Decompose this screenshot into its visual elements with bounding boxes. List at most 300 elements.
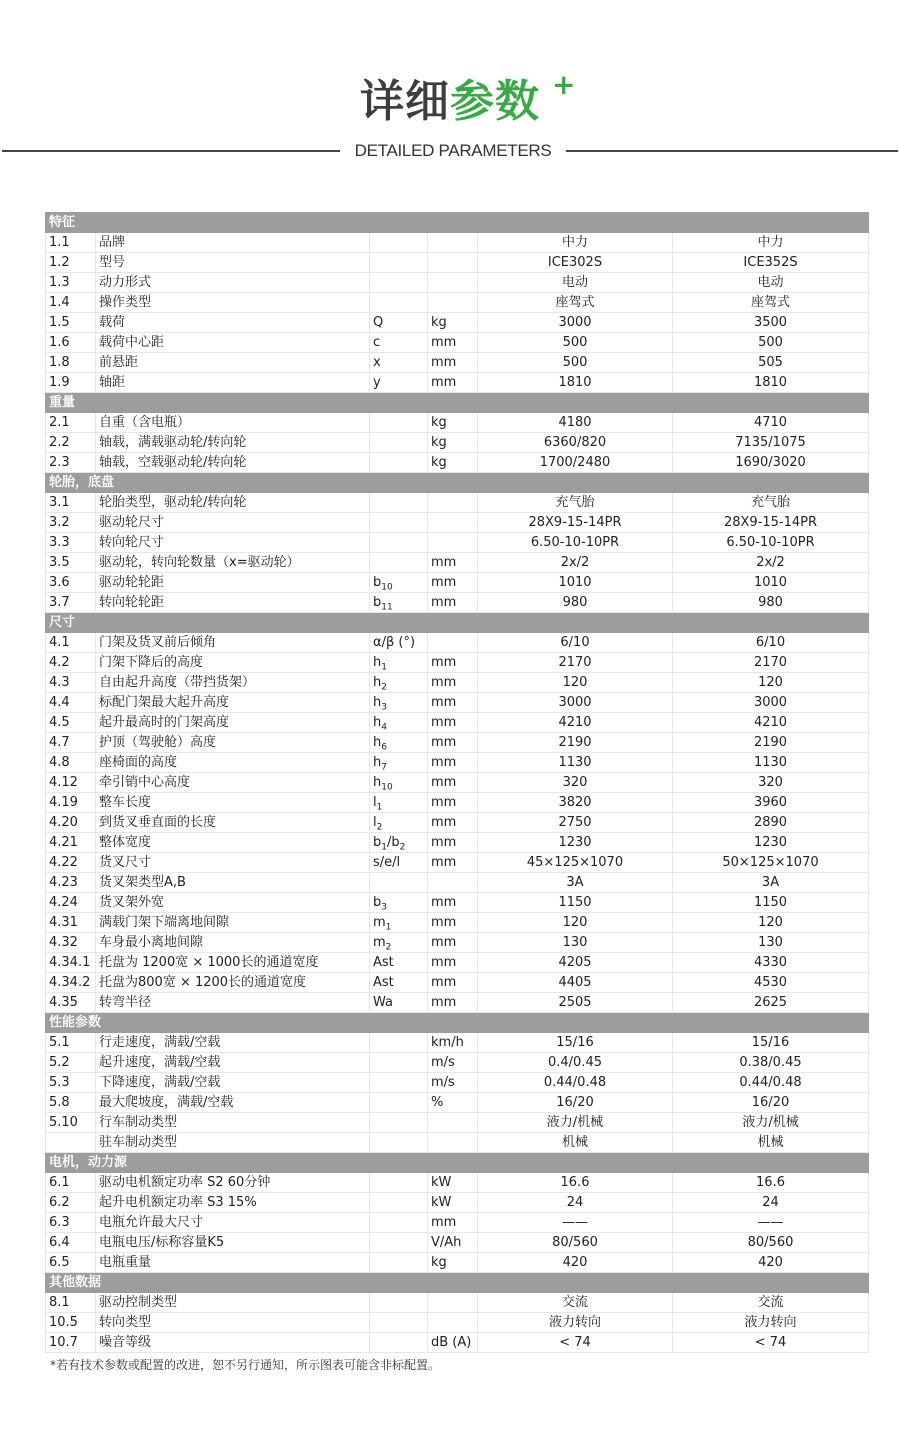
row-unit: mm [428, 753, 478, 773]
row-value-ice302s: 4205 [478, 953, 673, 973]
table-row [46, 553, 869, 573]
row-value-ice302s: 500 [478, 353, 673, 373]
row-label: 到货叉垂直面的长度 [96, 813, 370, 833]
row-label: 转弯半径 [96, 993, 370, 1013]
row-label: 品牌 [96, 233, 370, 253]
row-value-ice352s: 机械 [673, 1133, 869, 1153]
row-value-ice352s: 2x/2 [673, 553, 869, 573]
row-value-ice302s: 4180 [478, 413, 673, 433]
section-title: 其他数据 [46, 1273, 869, 1293]
row-value-ice352s: 50×125×1070 [673, 853, 869, 873]
row-label: 驱动控制类型 [96, 1293, 370, 1313]
row-unit: mm [428, 673, 478, 693]
row-label: 货叉架类型A,B [96, 873, 370, 893]
row-unit: mm [428, 793, 478, 813]
section-header [46, 213, 869, 233]
row-unit: dB (A) [428, 1333, 478, 1353]
row-label: 驱动轮，转向轮数量（x=驱动轮） [96, 553, 370, 573]
row-unit: mm [428, 813, 478, 833]
row-value-ice302s: 3000 [478, 693, 673, 713]
row-value-ice352s: 6.50-10-10PR [673, 533, 869, 553]
row-value-ice352s: 3A [673, 873, 869, 893]
section-title: 尺寸 [46, 613, 869, 633]
row-code: 5.8 [46, 1093, 96, 1113]
row-value-ice302s: 15/16 [478, 1033, 673, 1053]
row-value-ice352s: 24 [673, 1193, 869, 1213]
row-label: 噪音等级 [96, 1333, 370, 1353]
row-value-ice352s: 16.6 [673, 1173, 869, 1193]
table-row [46, 573, 869, 593]
row-code: 5.2 [46, 1053, 96, 1073]
row-value-ice352s: 1130 [673, 753, 869, 773]
row-value-ice352s: 28X9-15-14PR [673, 513, 869, 533]
row-code: 4.32 [46, 933, 96, 953]
row-value-ice302s: 420 [478, 1253, 673, 1273]
row-label: 整车长度 [96, 793, 370, 813]
row-label: 起升速度，满载/空载 [96, 1053, 370, 1073]
table-row [46, 1033, 869, 1053]
table-row [46, 793, 869, 813]
row-symbol [370, 1093, 428, 1113]
row-unit: mm [428, 993, 478, 1013]
row-unit [428, 873, 478, 893]
row-unit: km/h [428, 1033, 478, 1053]
row-code: 1.2 [46, 253, 96, 273]
row-symbol [370, 513, 428, 533]
row-code: 1.6 [46, 333, 96, 353]
row-value-ice352s: 4710 [673, 413, 869, 433]
title-part-1: 详细 [360, 76, 450, 127]
row-code: 3.7 [46, 593, 96, 613]
row-unit: mm [428, 373, 478, 393]
row-value-ice352s: 2170 [673, 653, 869, 673]
row-value-ice302s: 充气胎 [478, 493, 673, 513]
row-label: 轴距 [96, 373, 370, 393]
row-code: 4.19 [46, 793, 96, 813]
row-value-ice302s: 130 [478, 933, 673, 953]
row-unit: mm [428, 713, 478, 733]
table-row [46, 993, 869, 1013]
row-symbol [370, 493, 428, 513]
title-part-2: 参数 [450, 76, 540, 127]
row-code: 1.1 [46, 233, 96, 253]
row-value-ice352s: 1150 [673, 893, 869, 913]
row-unit: kg [428, 413, 478, 433]
section-title: 重量 [46, 393, 869, 413]
row-value-ice352s: 0.44/0.48 [673, 1073, 869, 1093]
row-code: 3.3 [46, 533, 96, 553]
row-label: 轴载，空载驱动轮/转向轮 [96, 453, 370, 473]
row-unit: mm [428, 833, 478, 853]
row-code [46, 1133, 96, 1153]
row-value-ice352s: —— [673, 1213, 869, 1233]
row-symbol: Ast [370, 953, 428, 973]
row-code: 4.23 [46, 873, 96, 893]
row-symbol [370, 253, 428, 273]
row-symbol [370, 1053, 428, 1073]
row-symbol [370, 433, 428, 453]
row-code: 4.5 [46, 713, 96, 733]
row-value-ice352s: 120 [673, 913, 869, 933]
row-value-ice302s: 6360/820 [478, 433, 673, 453]
section-header [46, 473, 869, 493]
row-value-ice302s: 980 [478, 593, 673, 613]
row-unit: mm [428, 853, 478, 873]
row-label: 车身最小离地间隙 [96, 933, 370, 953]
row-symbol: $b_{10}$ [370, 573, 428, 593]
row-code: 8.1 [46, 1293, 96, 1313]
row-symbol [370, 873, 428, 893]
table-row [46, 673, 869, 693]
row-symbol [370, 1033, 428, 1053]
row-symbol [370, 1073, 428, 1093]
row-value-ice352s: 中力 [673, 233, 869, 253]
row-label: 轴载，满载驱动轮/转向轮 [96, 433, 370, 453]
section-header [46, 393, 869, 413]
table-row [46, 1213, 869, 1233]
plus-icon: + [552, 68, 576, 101]
row-unit [428, 1313, 478, 1333]
row-code: 1.8 [46, 353, 96, 373]
table-row [46, 833, 869, 853]
row-label: 整体宽度 [96, 833, 370, 853]
row-label: 起升最高时的门架高度 [96, 713, 370, 733]
row-label: 电瓶允许最大尺寸 [96, 1213, 370, 1233]
row-value-ice302s: 2750 [478, 813, 673, 833]
row-symbol: α/β (°) [370, 633, 428, 653]
row-value-ice302s: 2x/2 [478, 553, 673, 573]
row-label: 动力形式 [96, 273, 370, 293]
row-label: 转向轮轮距 [96, 593, 370, 613]
row-value-ice302s: 座驾式 [478, 293, 673, 313]
row-label: 驱动轮尺寸 [96, 513, 370, 533]
row-code: 3.5 [46, 553, 96, 573]
row-unit [428, 293, 478, 313]
row-symbol: $h_1$ [370, 653, 428, 673]
row-code: 6.3 [46, 1213, 96, 1233]
row-value-ice302s: 1230 [478, 833, 673, 853]
table-row [46, 333, 869, 353]
row-code: 4.22 [46, 853, 96, 873]
row-value-ice302s: 1150 [478, 893, 673, 913]
row-value-ice302s: ICE302S [478, 253, 673, 273]
row-value-ice352s: 80/560 [673, 1233, 869, 1253]
table-row [46, 813, 869, 833]
table-row [46, 873, 869, 893]
row-code: 2.2 [46, 433, 96, 453]
row-symbol [370, 1233, 428, 1253]
row-value-ice302s: 3820 [478, 793, 673, 813]
table-row [46, 533, 869, 553]
row-unit: kW [428, 1193, 478, 1213]
row-symbol: Wa [370, 993, 428, 1013]
row-code: 4.31 [46, 913, 96, 933]
table-row [46, 293, 869, 313]
row-symbol: $m_1$ [370, 913, 428, 933]
row-label: 转向轮尺寸 [96, 533, 370, 553]
row-symbol: $h_6$ [370, 733, 428, 753]
row-unit [428, 273, 478, 293]
row-unit: kg [428, 313, 478, 333]
table-row [46, 1173, 869, 1193]
row-label: 操作类型 [96, 293, 370, 313]
row-value-ice352s: 3500 [673, 313, 869, 333]
row-label: 行走速度，满载/空载 [96, 1033, 370, 1053]
row-value-ice302s: 0.4/0.45 [478, 1053, 673, 1073]
row-label: 转向类型 [96, 1313, 370, 1333]
row-value-ice352s: 0.38/0.45 [673, 1053, 869, 1073]
table-row [46, 913, 869, 933]
table-row [46, 733, 869, 753]
row-label: 载荷 [96, 313, 370, 333]
row-code: 6.4 [46, 1233, 96, 1253]
section-title: 特征 [46, 213, 869, 233]
row-symbol: c [370, 333, 428, 353]
row-value-ice352s: 3960 [673, 793, 869, 813]
table-row [46, 313, 869, 333]
row-symbol [370, 453, 428, 473]
row-symbol [370, 1193, 428, 1213]
row-code: 5.1 [46, 1033, 96, 1053]
row-code: 3.2 [46, 513, 96, 533]
row-symbol: $b_1/b_2$ [370, 833, 428, 853]
divider-left [2, 150, 340, 152]
table-row [46, 593, 869, 613]
table-row [46, 1253, 869, 1273]
page-header [0, 0, 900, 180]
row-unit: m/s [428, 1053, 478, 1073]
row-value-ice302s: < 74 [478, 1333, 673, 1353]
row-symbol: x [370, 353, 428, 373]
table-row [46, 773, 869, 793]
row-code: 2.1 [46, 413, 96, 433]
table-row [46, 893, 869, 913]
row-code: 1.5 [46, 313, 96, 333]
row-label: 货叉架外宽 [96, 893, 370, 913]
row-unit: kg [428, 433, 478, 453]
row-value-ice352s: 充气胎 [673, 493, 869, 513]
row-value-ice302s: 16.6 [478, 1173, 673, 1193]
table-row [46, 273, 869, 293]
row-unit [428, 1133, 478, 1153]
row-code: 4.7 [46, 733, 96, 753]
table-row [46, 1093, 869, 1113]
row-label: 电瓶重量 [96, 1253, 370, 1273]
row-symbol: $h_3$ [370, 693, 428, 713]
row-symbol [370, 1173, 428, 1193]
row-value-ice302s: 机械 [478, 1133, 673, 1153]
section-title: 性能参数 [46, 1013, 869, 1033]
table-row [46, 713, 869, 733]
table-row [46, 413, 869, 433]
row-symbol: y [370, 373, 428, 393]
parameters-table [45, 212, 869, 1353]
row-value-ice352s: 320 [673, 773, 869, 793]
row-label: 护顶（驾驶舱）高度 [96, 733, 370, 753]
row-label: 驱动轮轮距 [96, 573, 370, 593]
row-label: 驱动电机额定功率 S2 60分钟 [96, 1173, 370, 1193]
row-label: 电瓶电压/标称容量K5 [96, 1233, 370, 1253]
row-label: 行车制动类型 [96, 1113, 370, 1133]
row-symbol [370, 1253, 428, 1273]
row-value-ice352s: 500 [673, 333, 869, 353]
row-value-ice352s: 1690/3020 [673, 453, 869, 473]
row-label: 前悬距 [96, 353, 370, 373]
subtitle-row [0, 140, 900, 162]
row-unit [428, 493, 478, 513]
row-value-ice352s: 980 [673, 593, 869, 613]
row-label: 型号 [96, 253, 370, 273]
table-row [46, 933, 869, 953]
row-symbol [370, 1213, 428, 1233]
row-code: 1.4 [46, 293, 96, 313]
row-symbol: $l_1$ [370, 793, 428, 813]
row-value-ice302s: 中力 [478, 233, 673, 253]
row-unit: mm [428, 693, 478, 713]
row-code: 10.7 [46, 1333, 96, 1353]
row-symbol [370, 533, 428, 553]
row-symbol [370, 1293, 428, 1313]
row-symbol: $h_{10}$ [370, 773, 428, 793]
row-value-ice352s: 交流 [673, 1293, 869, 1313]
row-label: 货叉尺寸 [96, 853, 370, 873]
row-symbol: s/e/l [370, 853, 428, 873]
row-unit: kW [428, 1173, 478, 1193]
row-value-ice302s: 16/20 [478, 1093, 673, 1113]
row-label: 下降速度，满载/空载 [96, 1073, 370, 1093]
row-value-ice302s: 28X9-15-14PR [478, 513, 673, 533]
row-unit: mm [428, 353, 478, 373]
row-value-ice302s: 电动 [478, 273, 673, 293]
row-label: 驻车制动类型 [96, 1133, 370, 1153]
row-unit: mm [428, 573, 478, 593]
row-unit: mm [428, 593, 478, 613]
row-symbol: $m_2$ [370, 933, 428, 953]
row-value-ice302s: 0.44/0.48 [478, 1073, 673, 1093]
row-symbol [370, 1133, 428, 1153]
row-value-ice352s: 7135/1075 [673, 433, 869, 453]
table-row [46, 253, 869, 273]
row-code: 1.9 [46, 373, 96, 393]
row-value-ice302s: 24 [478, 1193, 673, 1213]
row-code: 4.8 [46, 753, 96, 773]
row-value-ice302s: 6/10 [478, 633, 673, 653]
page-title [0, 74, 900, 130]
row-code: 2.3 [46, 453, 96, 473]
row-symbol [370, 273, 428, 293]
row-symbol: Q [370, 313, 428, 333]
table-row [46, 853, 869, 873]
table-row [46, 1193, 869, 1213]
section-header [46, 1013, 869, 1033]
row-unit: mm [428, 773, 478, 793]
section-header [46, 1153, 869, 1173]
row-unit: mm [428, 933, 478, 953]
row-value-ice352s: 1230 [673, 833, 869, 853]
table-row [46, 1333, 869, 1353]
row-label: 门架下降后的高度 [96, 653, 370, 673]
table-row [46, 693, 869, 713]
row-value-ice302s: 1010 [478, 573, 673, 593]
row-symbol [370, 293, 428, 313]
row-label: 自由起升高度（带挡货架） [96, 673, 370, 693]
row-value-ice352s: 液力/机械 [673, 1113, 869, 1133]
row-unit: mm [428, 953, 478, 973]
row-value-ice302s: 500 [478, 333, 673, 353]
row-value-ice302s: 6.50-10-10PR [478, 533, 673, 553]
row-value-ice352s: 1810 [673, 373, 869, 393]
row-code: 3.6 [46, 573, 96, 593]
row-unit: kg [428, 1253, 478, 1273]
row-code: 4.34.1 [46, 953, 96, 973]
row-value-ice352s: < 74 [673, 1333, 869, 1353]
row-symbol [370, 1313, 428, 1333]
table-row [46, 653, 869, 673]
table-row [46, 1233, 869, 1253]
row-symbol: $h_7$ [370, 753, 428, 773]
row-symbol: $h_2$ [370, 673, 428, 693]
row-unit: mm [428, 1213, 478, 1233]
row-symbol: $b_3$ [370, 893, 428, 913]
row-symbol [370, 1113, 428, 1133]
row-unit: m/s [428, 1073, 478, 1093]
row-symbol: $h_4$ [370, 713, 428, 733]
row-value-ice352s: ICE352S [673, 253, 869, 273]
row-code: 4.24 [46, 893, 96, 913]
footnote: *若有技术参数或配置的改进，恕不另行通知，所示图表可能含非标配置。 [50, 1358, 441, 1372]
table-row [46, 453, 869, 473]
row-unit: mm [428, 913, 478, 933]
row-value-ice302s: 80/560 [478, 1233, 673, 1253]
row-value-ice302s: 4405 [478, 973, 673, 993]
row-code: 5.10 [46, 1113, 96, 1133]
row-value-ice352s: 2625 [673, 993, 869, 1013]
row-symbol: Ast [370, 973, 428, 993]
row-unit: mm [428, 653, 478, 673]
row-value-ice352s: 4330 [673, 953, 869, 973]
row-unit [428, 233, 478, 253]
table-row [46, 1053, 869, 1073]
row-value-ice302s: —— [478, 1213, 673, 1233]
row-value-ice302s: 液力转向 [478, 1313, 673, 1333]
table-row [46, 1073, 869, 1093]
row-label: 满载门架下端离地间隙 [96, 913, 370, 933]
row-value-ice352s: 2190 [673, 733, 869, 753]
row-value-ice352s: 6/10 [673, 633, 869, 653]
row-value-ice352s: 420 [673, 1253, 869, 1273]
page-subtitle: DETAILED PARAMETERS [354, 141, 552, 160]
row-code: 4.20 [46, 813, 96, 833]
section-header [46, 1273, 869, 1293]
row-label: 载荷中心距 [96, 333, 370, 353]
row-value-ice352s: 2890 [673, 813, 869, 833]
row-code: 4.3 [46, 673, 96, 693]
row-label: 起升电机额定功率 S3 15% [96, 1193, 370, 1213]
row-unit: V/Ah [428, 1233, 478, 1253]
row-value-ice302s: 4210 [478, 713, 673, 733]
row-value-ice352s: 4530 [673, 973, 869, 993]
row-value-ice302s: 2190 [478, 733, 673, 753]
row-symbol [370, 233, 428, 253]
table-row [46, 953, 869, 973]
row-unit [428, 633, 478, 653]
row-unit: mm [428, 893, 478, 913]
row-label: 托盘为800宽 × 1200长的通道宽度 [96, 973, 370, 993]
row-value-ice352s: 16/20 [673, 1093, 869, 1113]
row-value-ice352s: 15/16 [673, 1033, 869, 1053]
table-row [46, 1293, 869, 1313]
table-row [46, 1133, 869, 1153]
